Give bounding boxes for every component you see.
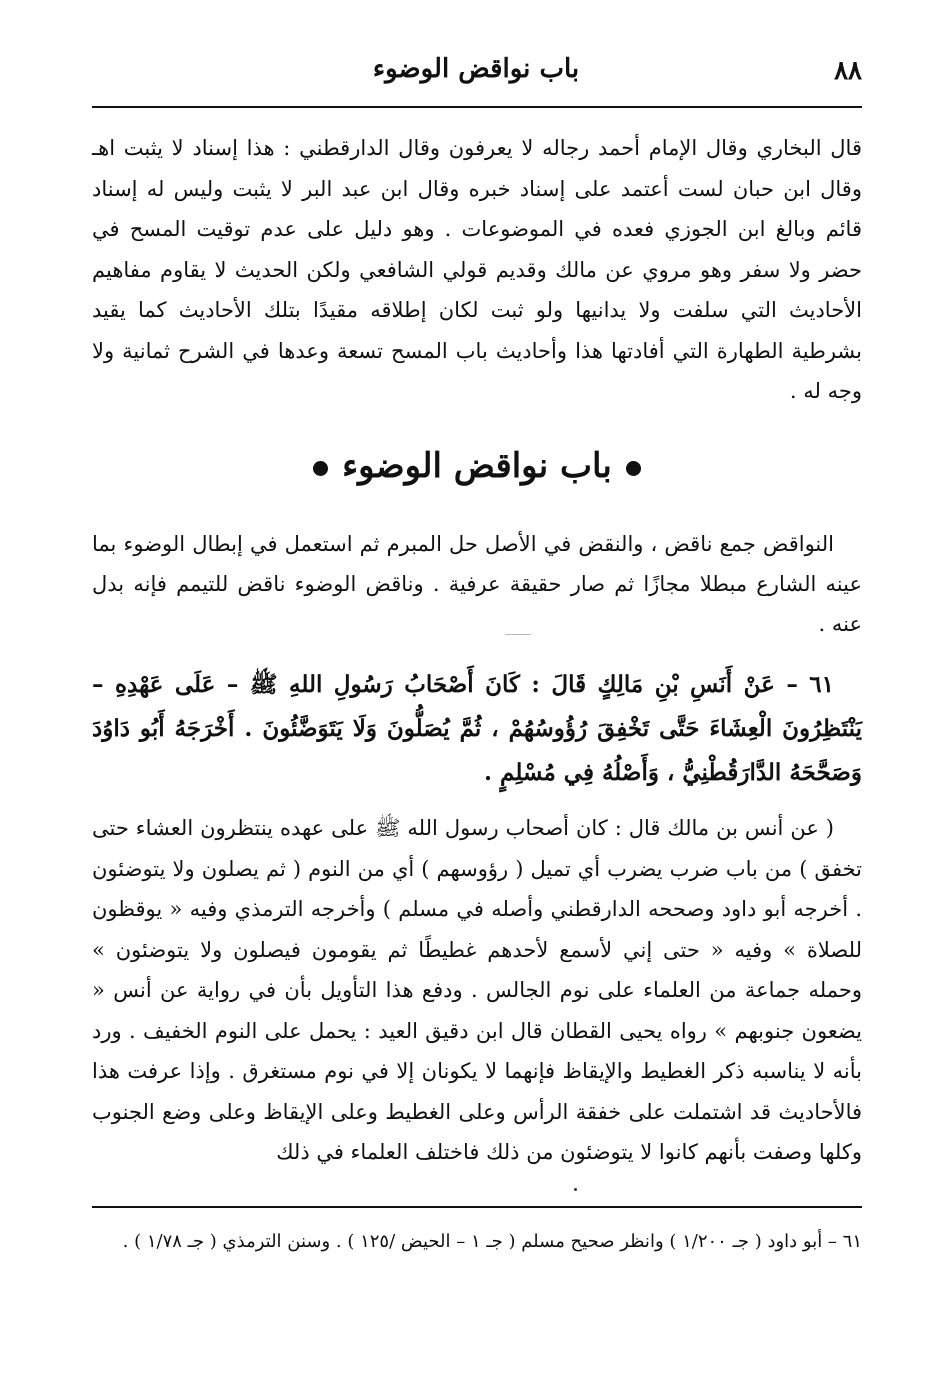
page-number: ٨٨ [834,56,862,86]
continuation-paragraph-text: قال البخاري وقال الإمام أحمد رجاله لا يعرفون وقال الدارقطني : هذا إسناد لا يثبت اهـ وقال ابن حبان لست أعتمد على إسناد خبره وقال ابن عبد البر لا يثبت وليس له إسناد قائم وبالغ ابن الجوزي فعده في الموضوعات . وهو دليل على عدم توقيت المسح في حضر ولا سفر وهو مروي عن مالك وقديم قولي الشافعي ولكن الحديث لا يقاوم مفاهيم الأحاديث التي سلفت ولا يدانيها ولو ثبت لكان إطلاقه مقيدًا بتلك الأحاديث كما يقيد بشرطية الطهارة التي أفادتها هذا وأحاديث باب المسح تسعة وعدها في الشرح ثمانية ولا وجه له . [92,136,863,403]
continuation-paragraph [92,128,862,412]
chapter-heading [92,446,862,486]
chapter-heading-text: باب نواقض الوضوء [342,446,612,486]
intro-paragraph-text: النواقض جمع ناقض ، والنقض في الأصل حل المبرم ثم استعمل في إبطال الوضوء بما عينه الشارع مبطلا مجازًا ثم صار حقيقة عرفية . وناقض الوضوء ناقض للتيمم فإنه بدل عنه . [92,532,862,636]
bullet-icon [626,461,641,476]
hadith-paragraph [92,663,862,795]
footnote-rule [92,1206,862,1208]
intro-paragraph [92,524,862,644]
footnote-text: ٦١ – أبو داود ( جـ ١/٢٠٠ ) وانظر صحيح مسلم ( جـ ١ – الحيض /١٢٥ ) . وسنن الترمذي ( جـ ١/٧٨ ) . [122,1231,862,1252]
scan-artifact-dash [505,634,531,635]
commentary-paragraph [92,808,862,1173]
footnote [92,1226,862,1258]
hadith-text: ٦١ – عَنْ أَنَسِ بْنِ مَالِكٍ قَالَ : كَانَ أَصْحَابُ رَسُولِ اللهِ ﷺ – عَلَى عَهْدِهِ – يَنْتَظِرُونَ الْعِشَاءَ حَتَّى تَخْفِقَ رُؤُوسُهُمْ ، ثُمَّ يُصَلُّونَ وَلَا يَتَوَضَّئُونَ . أَخْرَجَهُ أَبُو دَاوُدَ وَصَحَّحَهُ الدَّارَقُطْنِيُّ ، وَأَصْلُهُ فِي مُسْلِمٍ . [92,671,862,786]
page-header [90,52,862,92]
header-rule [92,106,862,108]
scan-artifact-dot [574,1188,577,1191]
running-title: باب نواقض الوضوء [372,54,580,84]
bullet-icon [313,461,328,476]
commentary-text: ( عن أنس بن مالك قال : كان أصحاب رسول الله ﷺ على عهده ينتظرون العشاء حتى تخفق ) من باب ضرب يضرب أي تميل ( رؤوسهم ) أي من النوم ( ثم يصلون ولا يتوضئون . أخرجه أبو داود وصححه الدارقطني وأصله في مسلم ) وأخرجه الترمذي وفيه « يوقظون للصلاة » وفيه « حتى إني لأسمع لأحدهم غطيطًا ثم يقومون فيصلون ولا يتوضئون » وحمله جماعة من العلماء على نوم الجالس . ودفع هذا التأويل بأن في رواية عن أنس « يضعون جنوبهم » رواه يحيى القطان قال ابن دقيق العيد : يحمل على النوم الخفيف . ورد بأنه لا يناسبه ذكر الغطيط والإيقاظ فإنهما لا يكونان إلا في نوم مستغرق . وإذا عرفت هذا فالأحاديث قد اشتملت على خفقة الرأس وعلى الغطيط وعلى الإيقاظ وعلى وضع الجنوب وكلها وصفت بأنهم كانوا لا يتوضئون من ذلك فاختلف العلماء في ذلك [92,816,862,1164]
